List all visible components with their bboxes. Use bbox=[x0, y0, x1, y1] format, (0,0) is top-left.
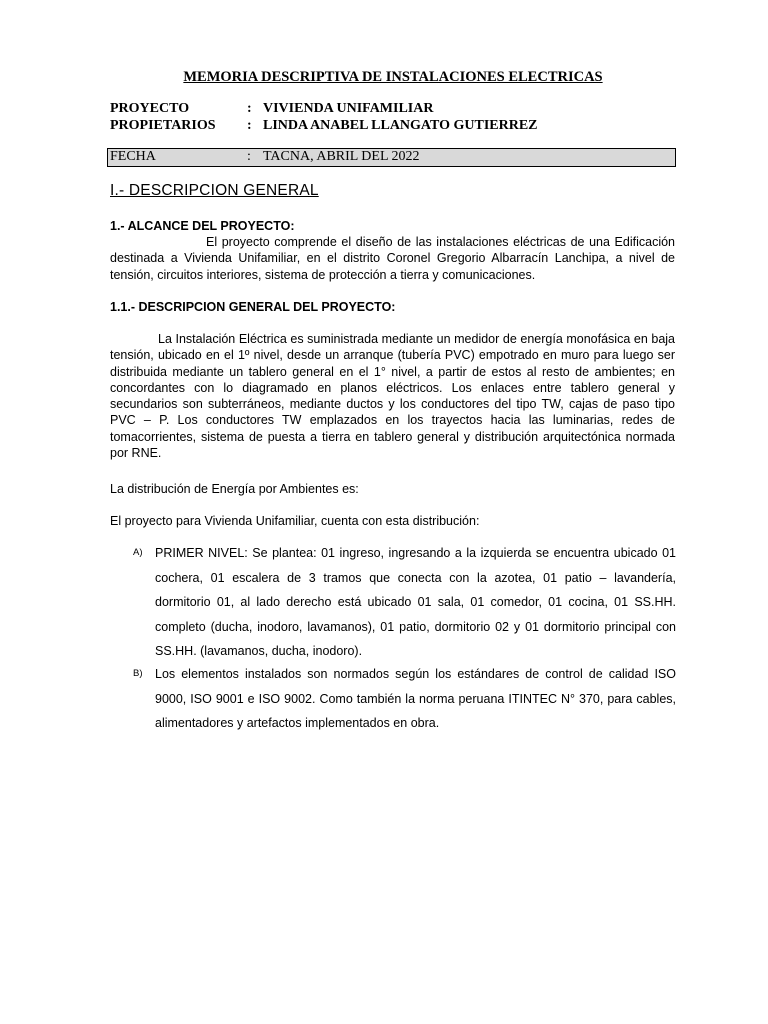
fecha-separator: : bbox=[247, 149, 251, 164]
fecha-label: FECHA bbox=[110, 149, 156, 164]
list-item-text: Los elementos instalados son normados según los estándares de control de calidad ISO 9000, ISO 9001 e ISO 9002. Como también la norma peruana ITINTEC N° 370, para cables, alimentadores y artefactos implementados en obra. bbox=[155, 667, 676, 730]
list-item bbox=[133, 662, 676, 736]
distribucion-intro-paragraph: El proyecto para Vivienda Unifamiliar, cuenta con esta distribución: bbox=[110, 514, 480, 528]
fecha-box bbox=[107, 148, 676, 167]
proyecto-value: VIVIENDA UNIFAMILIAR bbox=[263, 101, 434, 116]
proyecto-label: PROYECTO bbox=[110, 101, 190, 116]
document-title: MEMORIA DESCRIPTIVA DE INSTALACIONES ELECTRICAS bbox=[183, 69, 603, 85]
info-row-propietarios bbox=[110, 118, 538, 134]
list-marker: B) bbox=[133, 668, 143, 679]
section-heading: I.- DESCRIPCION GENERAL bbox=[110, 182, 319, 199]
proyecto-separator: : bbox=[247, 101, 252, 116]
propietarios-separator: : bbox=[247, 118, 252, 133]
info-row-proyecto bbox=[110, 101, 433, 117]
list-marker: A) bbox=[133, 547, 143, 558]
distribucion-paragraph: La distribución de Energía por Ambientes es: bbox=[110, 482, 359, 496]
alcance-text: El proyecto comprende el diseño de las instalaciones eléctricas de una Edificación destinada a Vivienda Unifamiliar, en el distrito Coronel Gregorio Albarracín Lanchipa, a nivel de tensión, circuitos interiores, sistema de protección a tierra y comunicaciones. bbox=[110, 235, 675, 282]
list-item-text: PRIMER NIVEL: Se plantea: 01 ingreso, ingresando a la izquierda se encuentra ubicado 01 cochera, 01 escalera de 3 tramos que conecta con la azotea, 01 patio – lavandería, dormitorio 01, al lado derecho está ubicado 01 sala, 01 comedor, 01 cocina, 01 SS.HH. completo (ducha, inodoro, lavamanos), 01 patio, dormitorio 02 y 01 dormitorio principal con SS.HH. (lavamanos, ducha, inodoro). bbox=[155, 546, 676, 658]
descripcion-paragraph bbox=[110, 331, 675, 461]
alcance-paragraph bbox=[110, 234, 675, 283]
propietarios-label: PROPIETARIOS bbox=[110, 118, 216, 133]
alcance-heading: 1.- ALCANCE DEL PROYECTO: bbox=[110, 219, 295, 233]
propietarios-value: LINDA ANABEL LLANGATO GUTIERREZ bbox=[263, 118, 538, 133]
descripcion-text: La Instalación Eléctrica es suministrada mediante un medidor de energía monofásica en baja tensión, ubicado en el 1º nivel, desde un arranque (tubería PVC) empotrado en muro para luego ser distribuida mediante un tablero general en el 1° nivel, a partir de estos al resto de ambientes; en concordantes con lo diagramado en planos eléctricos. Los enlaces entre tablero general y secundarios son subterráneos, mediante ductos y los conductores del tipo TW, cajas de paso tipo PVC – P. Los conductores TW emplazados en los trayectos hacia las luminarias, redes de tomacorrientes, sistema de puesta a tierra en tablero general y distribución arquitectónica normada por RNE. bbox=[110, 332, 675, 461]
list-item bbox=[133, 541, 676, 664]
fecha-value: TACNA, ABRIL DEL 2022 bbox=[263, 149, 420, 164]
descripcion-heading: 1.1.- DESCRIPCION GENERAL DEL PROYECTO: bbox=[110, 300, 396, 314]
info-row-fecha bbox=[110, 149, 420, 165]
